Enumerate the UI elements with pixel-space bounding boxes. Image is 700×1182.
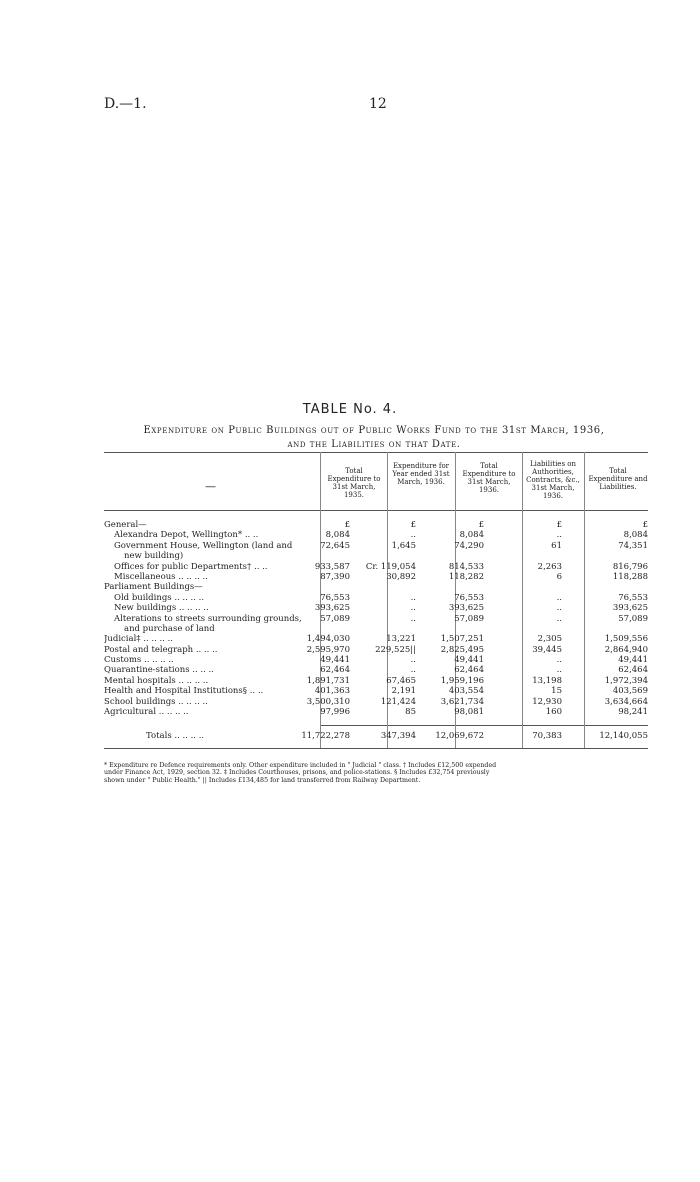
table-cell: 76,553 (454, 592, 484, 603)
table-top-rule (104, 452, 648, 453)
table-cell: 98,241 (618, 707, 648, 718)
table-cell: 2,864,940 (604, 644, 648, 655)
column-header-5: Total Expenditure and Liabilities. (588, 467, 648, 491)
page-number: 12 (369, 96, 387, 112)
table-cell: 160 (545, 707, 562, 718)
table-subtitle (104, 424, 644, 452)
table-cell: 49,441 (320, 655, 350, 666)
table-cell: 30,892 (386, 571, 416, 582)
totals-row (104, 731, 648, 741)
column-header-2: Expenditure for Year ended 31st March, 1936. (392, 462, 450, 486)
row-label: Health and Hospital Institutions§ .. .. (104, 686, 264, 697)
row-label: School buildings .. .. .. .. (104, 696, 208, 707)
table-cell: 933,587 (314, 561, 350, 572)
table-cell: 2,825,495 (440, 644, 484, 655)
table-cell: Cr. 119,054 (365, 561, 416, 572)
row-label: Miscellaneous .. .. .. .. (114, 571, 208, 582)
table-row (104, 593, 648, 603)
row-label: Parliament Buildings— (104, 582, 203, 593)
table-cell: 97,996 (320, 707, 350, 718)
table-row (104, 603, 648, 613)
table-cell: .. (410, 613, 416, 624)
table-cell: 393,625 (314, 603, 350, 614)
table-cell: .. (556, 530, 562, 541)
table-row (104, 530, 648, 540)
table-cell: 8,084 (459, 530, 484, 541)
table-cell: 67,465 (386, 675, 416, 686)
table-cell: .. (410, 603, 416, 614)
row-label: Quarantine-stations .. .. .. (104, 665, 214, 676)
table-cell: 49,441 (618, 655, 648, 666)
table-cell: 8,084 (623, 530, 648, 541)
row-label: New buildings .. .. .. .. (114, 603, 209, 614)
table-row (104, 520, 648, 530)
table-cell: 816,796 (612, 561, 648, 572)
table-cell: 76,553 (618, 592, 648, 603)
row-label: Old buildings .. .. .. .. (114, 592, 205, 603)
row-label: Judicial‡ .. .. .. .. (104, 634, 173, 645)
totals-cell-5: 12,140,055 (599, 731, 648, 741)
row-label: and purchase of land (124, 623, 215, 634)
row-label: Alexandra Depot, Wellington* .. .. (114, 530, 259, 541)
table-row (104, 697, 648, 707)
table-cell: 13,198 (532, 675, 562, 686)
table-row (104, 551, 648, 561)
table-cell: 3,500,310 (306, 696, 350, 707)
table-cell: 121,424 (380, 696, 416, 707)
table-subtitle-line-2: and the Liabilities on that Date. (287, 439, 461, 450)
table-cell: 3,621,734 (440, 696, 484, 707)
table-row (104, 624, 648, 634)
table-cell: 1,645 (391, 540, 416, 551)
table-cell: .. (556, 665, 562, 676)
row-label: Postal and telegraph .. .. .. (104, 644, 218, 655)
table-cell: 6 (556, 571, 562, 582)
table-cell: 13,221 (386, 634, 416, 645)
table-cell: 1,959,196 (440, 675, 484, 686)
table-cell: 8,084 (325, 530, 350, 541)
table-cell: .. (410, 530, 416, 541)
totals-cell-4: 70,383 (532, 731, 562, 741)
table-row (104, 655, 648, 665)
totals-cell-1: 11,722,278 (301, 731, 350, 741)
table-cell: 118,282 (448, 571, 484, 582)
table-cell: 1,891,731 (306, 675, 350, 686)
table-row (104, 582, 648, 592)
table-cell: 814,533 (448, 561, 484, 572)
column-header-3: Total Expenditure to 31st March, 1936. (462, 462, 516, 494)
row-header-dash: — (205, 480, 216, 493)
row-label: Mental hospitals .. .. .. .. (104, 675, 209, 686)
table-subtitle-line-1: Expenditure on Public Buildings out of Public Works Fund to the 31st March, 1936, (143, 425, 605, 436)
column-header-4: Liabilities on Authorities, Contracts, &c., 31st March, 1936. (526, 460, 580, 500)
totals-top-rule (320, 725, 648, 726)
table-cell: £ (344, 520, 350, 530)
table-cell: 2,595,970 (306, 644, 350, 655)
table-row (104, 665, 648, 675)
row-label: Government House, Wellington (land and (114, 540, 293, 551)
table-cell: 15 (551, 686, 562, 697)
table-cell: 401,363 (314, 686, 350, 697)
totals-label: Totals .. .. .. .. (146, 731, 205, 741)
table-cell: 3,634,664 (604, 696, 648, 707)
table-cell: .. (410, 665, 416, 676)
table-cell: 49,441 (454, 655, 484, 666)
table-cell: £ (410, 520, 416, 530)
table-cell: 76,553 (320, 592, 350, 603)
table-cell: 403,554 (448, 686, 484, 697)
table-cell: 39,445 (532, 644, 562, 655)
table-cell: 2,305 (537, 634, 562, 645)
table-cell: 118,288 (612, 571, 648, 582)
table-cell: 1,972,394 (604, 675, 648, 686)
table-cell: 62,464 (618, 665, 648, 676)
table-row (104, 707, 648, 717)
row-label: Alterations to streets surrounding grounds, (114, 613, 302, 624)
table-cell: 2,191 (391, 686, 416, 697)
table-cell: £ (556, 520, 562, 530)
table-cell: .. (410, 592, 416, 603)
table-cell: .. (556, 655, 562, 666)
row-label: new building) (124, 551, 184, 562)
table-cell: .. (556, 613, 562, 624)
row-label: Agricultural .. .. .. .. (104, 707, 189, 718)
table-cell: 57,089 (320, 613, 350, 624)
table-cell: 2,263 (537, 561, 562, 572)
footnotes (104, 762, 664, 784)
table-cell: 72,645 (320, 540, 350, 551)
table-cell: .. (556, 603, 562, 614)
table-cell: 57,089 (454, 613, 484, 624)
table-cell: 1,509,556 (604, 634, 648, 645)
column-header-1: Total Expenditure to 31st March, 1935. (327, 467, 381, 499)
table-cell: 393,625 (612, 603, 648, 614)
table-cell: 57,089 (618, 613, 648, 624)
table-cell: 1,494,030 (306, 634, 350, 645)
row-label: General— (104, 520, 147, 530)
table-cell: 61 (551, 540, 562, 551)
table-row (104, 676, 648, 686)
table-cell: 62,464 (320, 665, 350, 676)
table-cell: 87,390 (320, 571, 350, 582)
table-cell: 1,507,251 (440, 634, 484, 645)
table-row (104, 562, 648, 572)
footnote-line-1: * Expenditure re Defence requirements only. Other expenditure included in " Judicial " class. † Includes £12,500 expended (104, 762, 497, 769)
table-cell: £ (478, 520, 484, 530)
table-cell: .. (410, 655, 416, 666)
table-row (104, 634, 648, 644)
footnote-line-3: shown under " Public Health." || Includes £134,485 for land transferred from Railway Department. (104, 776, 421, 784)
table-cell: 62,464 (454, 665, 484, 676)
table-cell: 229,525|| (375, 644, 416, 655)
row-label: Customs .. .. .. .. (104, 655, 174, 666)
table-row (104, 686, 648, 696)
table-bottom-rule (104, 748, 648, 749)
table-row (104, 572, 648, 582)
table-row (104, 614, 648, 624)
table-cell: £ (642, 520, 648, 530)
table-cell: 74,290 (454, 540, 484, 551)
table-cell: 74,351 (618, 540, 648, 551)
table-cell: .. (556, 592, 562, 603)
table-row (104, 541, 648, 551)
table-body (104, 520, 648, 717)
header-bottom-rule (104, 510, 648, 511)
table-cell: 98,081 (454, 707, 484, 718)
row-label: Offices for public Departments† .. .. (114, 561, 268, 572)
table-cell: 12,930 (532, 696, 562, 707)
table-cell: 403,569 (612, 686, 648, 697)
table-cell: 85 (405, 707, 416, 718)
table-cell: 393,625 (448, 603, 484, 614)
totals-cell-2: 347,394 (380, 731, 416, 741)
table-row (104, 645, 648, 655)
totals-cell-3: 12,069,672 (435, 731, 484, 741)
table-title: TABLE No. 4. (302, 402, 398, 417)
document-code: D.—1. (104, 96, 147, 112)
footnote-line-2: under Finance Act, 1929, section 32. ‡ Includes Courthouses, prisons, and police-stations. § Includes £32,754 previously (104, 769, 490, 777)
